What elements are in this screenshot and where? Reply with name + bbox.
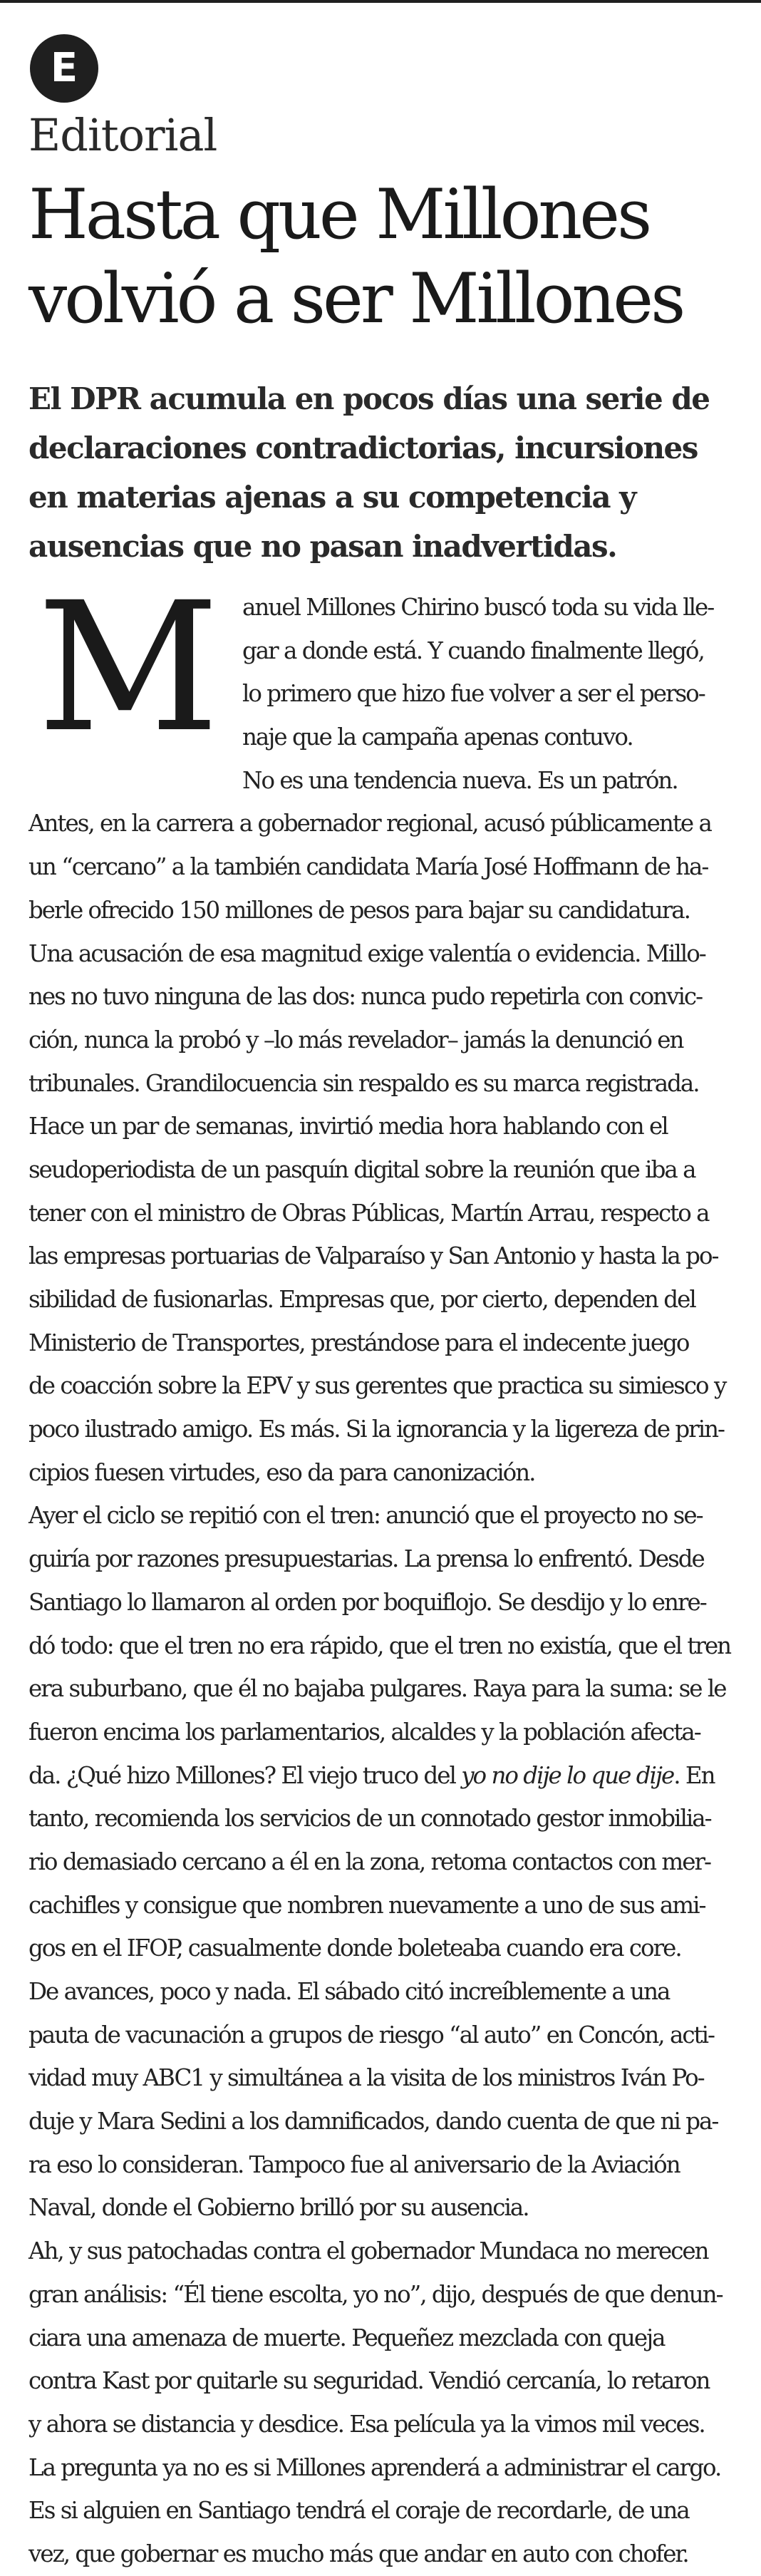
body-line: ra eso lo consideran. Tampoco fue al aniversario de la Aviación bbox=[29, 2150, 680, 2178]
body-line: duje y Mara Sedini a los damnificados, dando cuenta de que ni pa- bbox=[29, 2108, 718, 2135]
deck-line-4: ausencias que no pasan inadvertidas. bbox=[29, 529, 617, 564]
drop-cap: M bbox=[37, 564, 215, 771]
body-line: dó todo: que el tren no era rápido, que el tren no existía, que el tren bbox=[29, 1632, 731, 1659]
body-line: No es una tendencia nueva. Es un patrón. bbox=[242, 766, 678, 794]
section-label: Editorial bbox=[29, 109, 217, 161]
italic-phrase: yo no dije lo que dije bbox=[461, 1761, 674, 1789]
body-line: anuel Millones Chirino buscó toda su vida lle- bbox=[242, 594, 714, 621]
body-line: gar a donde está. Y cuando finalmente llegó, bbox=[242, 637, 704, 664]
body-line: tener con el ministro de Obras Públicas, Martín Arrau, respecto a bbox=[29, 1199, 709, 1227]
body-line: un “cercano” a la también candidata María José Hoffmann de ha- bbox=[29, 853, 708, 881]
section-badge-letter: E bbox=[50, 45, 78, 91]
body-line-text: da. ¿Qué hizo Millones? El viejo truco del bbox=[29, 1761, 462, 1789]
top-rule bbox=[0, 0, 761, 3]
body-line: Santiago lo llamaron al orden por boquiflojo. Se desdijo y lo enre- bbox=[29, 1588, 706, 1616]
body-line: cipios fuesen virtudes, eso da para canonización. bbox=[29, 1458, 535, 1486]
body-line: fueron encima los parlamentarios, alcaldes y la población afecta- bbox=[29, 1718, 700, 1746]
headline bbox=[29, 172, 741, 341]
body-line: y ahora se distancia y desdice. Esa película ya la vimos mil veces. bbox=[29, 2410, 705, 2438]
body-line: sibilidad de fusionarlas. Empresas que, por cierto, dependen del bbox=[29, 1286, 695, 1313]
headline-line-1: Hasta que Millones bbox=[29, 175, 650, 254]
deck-line-1: El DPR acumula en pocos días una serie de bbox=[29, 381, 710, 416]
deck-summary bbox=[29, 374, 741, 571]
body-line: berle ofrecido 150 millones de pesos para bajar su candidatura. bbox=[29, 896, 690, 924]
body-line: vidad muy ABC1 y simultánea a la visita de los ministros Iván Po- bbox=[29, 2064, 704, 2092]
body-line: contra Kast por quitarle su seguridad. Vendió cercanía, lo retaron bbox=[29, 2367, 710, 2395]
body-line: De avances, poco y nada. El sábado citó increíblemente a una bbox=[29, 1978, 670, 2005]
body-line: las empresas portuarias de Valparaíso y San Antonio y hasta la po- bbox=[29, 1242, 718, 1270]
body-line: ciara una amenaza de muerte. Pequeñez mezclada con queja bbox=[29, 2324, 665, 2351]
body-line: vez, que gobernar es mucho más que andar en auto con chofer. bbox=[29, 2540, 688, 2567]
body-line: tanto, recomienda los servicios de un connotado gestor inmobilia- bbox=[29, 1805, 711, 1833]
body-line: Ayer el ciclo se repitió con el tren: anunció que el proyecto no se- bbox=[29, 1502, 703, 1530]
body-line-with-italic bbox=[29, 1754, 734, 1798]
body-line: tribunales. Grandilocuencia sin respaldo es su marca registrada. bbox=[29, 1069, 699, 1097]
deck-line-3: en materias ajenas a su competencia y bbox=[29, 480, 636, 515]
body-line: gos en el IFOP, casualmente donde boleteaba cuando era core. bbox=[29, 1934, 681, 1962]
body-line: La pregunta ya no es si Millones aprenderá a administrar el cargo. bbox=[29, 2453, 721, 2481]
body-line: pauta de vacunación a grupos de riesgo “al auto” en Concón, acti- bbox=[29, 2021, 714, 2049]
body-line: Ah, y sus patochadas contra el gobernador Mundaca no merecen bbox=[29, 2237, 708, 2265]
body-line: gran análisis: “Él tiene escolta, yo no”, dijo, después de que denun- bbox=[29, 2280, 723, 2308]
body-line: ción, nunca la probó y –lo más revelador– jamás la denunció en bbox=[29, 1026, 683, 1053]
deck-line-2: declaraciones contradictorias, incursiones bbox=[29, 431, 698, 465]
body-line: Ministerio de Transportes, prestándose para el indecente juego bbox=[29, 1329, 689, 1356]
body-line: rio demasiado cercano a él en la zona, retoma contactos con mer- bbox=[29, 1848, 711, 1875]
headline-line-2: volvió a ser Millones bbox=[29, 259, 683, 339]
body-line: Una acusación de esa magnitud exige valentía o evidencia. Millo- bbox=[29, 939, 705, 967]
body-line: Hace un par de semanas, invirtió media hora hablando con el bbox=[29, 1113, 668, 1140]
body-line-tail: . En bbox=[673, 1761, 715, 1789]
body-line: era suburbano, que él no bajaba pulgares. Raya para la suma: se le bbox=[29, 1675, 726, 1703]
body-line: de coacción sobre la EPV y sus gerentes que practica su simiesco y bbox=[29, 1372, 726, 1400]
section-badge bbox=[30, 34, 98, 103]
body-line: poco ilustrado amigo. Es más. Si la ignorancia y la ligereza de prin- bbox=[29, 1416, 725, 1443]
body-line: nes no tuvo ninguna de las dos: nunca pudo repetirla con convic- bbox=[29, 983, 703, 1011]
body-line: Naval, donde el Gobierno brilló por su ausencia. bbox=[29, 2194, 529, 2222]
body-line: guiría por razones presupuestarias. La prensa lo enfrentó. Desde bbox=[29, 1545, 704, 1573]
body-line: Es si alguien en Santiago tendrá el coraje de recordarle, de una bbox=[29, 2497, 689, 2525]
article-body bbox=[29, 586, 734, 2576]
body-line: seudoperiodista de un pasquín digital sobre la reunión que iba a bbox=[29, 1155, 695, 1183]
body-line: lo primero que hizo fue volver a ser el perso- bbox=[242, 680, 705, 708]
body-line: cachifles y consigue que nombren nuevamente a uno de sus ami- bbox=[29, 1891, 705, 1919]
body-line: naje que la campaña apenas contuvo. bbox=[242, 723, 633, 751]
body-line: Antes, en la carrera a gobernador regional, acusó públicamente a bbox=[29, 810, 711, 838]
